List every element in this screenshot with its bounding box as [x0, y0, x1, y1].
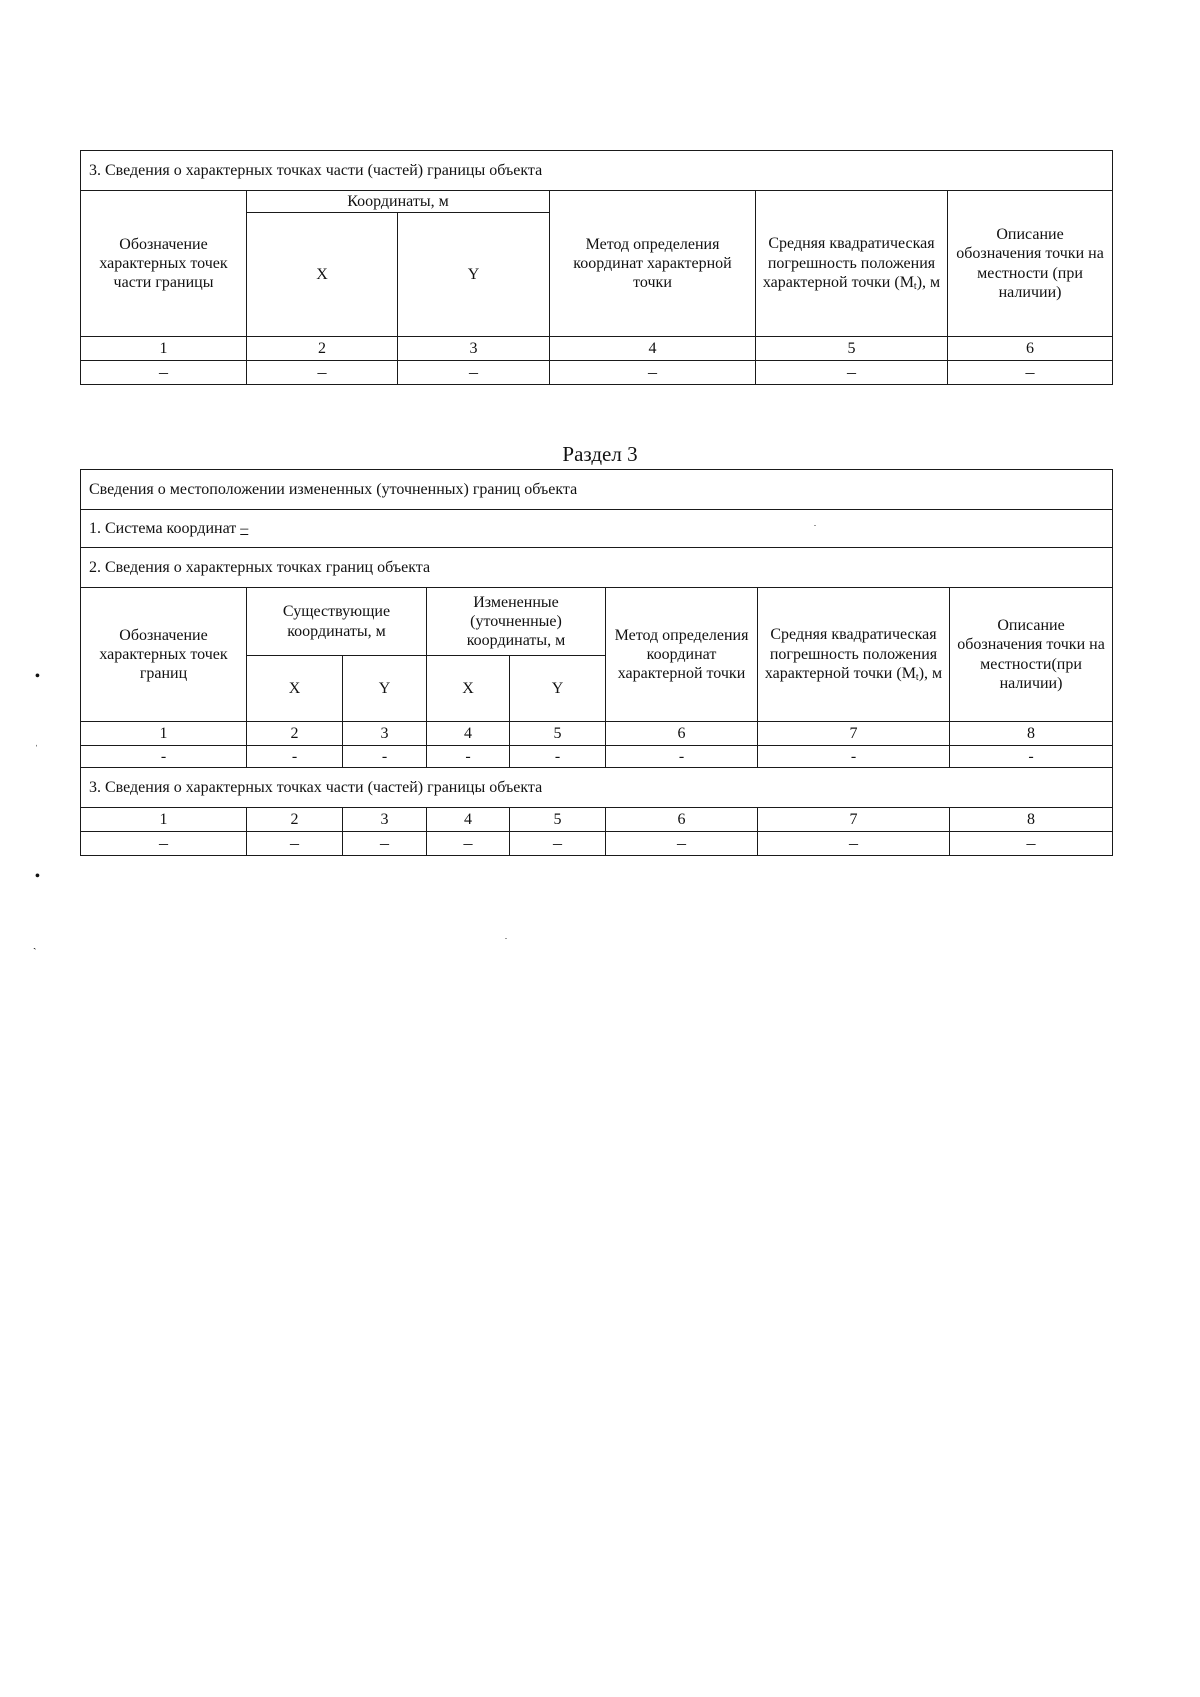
table-cell: - [606, 746, 758, 768]
header-description: Описание обозначения точки на местности(при наличии) [950, 588, 1113, 722]
header-accuracy [758, 588, 950, 722]
table-cell: – [343, 832, 427, 856]
column-number: 3 [343, 808, 427, 832]
column-number: 8 [950, 808, 1113, 832]
column-numbers-row [81, 808, 1113, 832]
column-numbers-row [81, 722, 1113, 746]
header-accuracy-text: Средняя квадратическая погрешность положения характерной точки (M [762, 235, 936, 291]
points-caption: 2. Сведения о характерных точках границ объекта [81, 548, 1113, 588]
header-coordinates-group: Координаты, м [247, 191, 550, 213]
table-cell: – [247, 832, 343, 856]
column-number: 7 [758, 722, 950, 746]
header-existing-y: Y [343, 656, 427, 722]
column-numbers-row [81, 337, 1113, 361]
table-cell: – [427, 832, 510, 856]
header-accuracy-sub: t [913, 280, 917, 292]
table-row [81, 832, 1113, 856]
table-cell: – [756, 361, 948, 385]
table-cell: – [758, 832, 950, 856]
table-caption: 3. Сведения о характерных точках части (частей) границы объекта [81, 151, 1113, 191]
table-row [81, 746, 1113, 768]
header-existing-coords: Существующие координаты, м [247, 588, 427, 656]
header-y: Y [398, 213, 550, 337]
column-number: 5 [510, 808, 606, 832]
table-cell: - [343, 746, 427, 768]
column-number: 3 [343, 722, 427, 746]
column-number: 1 [81, 722, 247, 746]
header-description: Описание обозначения точки на местности (при наличии) [948, 191, 1113, 337]
column-number: 3 [398, 337, 550, 361]
column-number: 2 [247, 722, 343, 746]
column-number: 5 [510, 722, 606, 746]
header-method: Метод определения координат характерной точки [550, 191, 756, 337]
header-changed-coords: Измененные (уточненные) координаты, м [427, 588, 606, 656]
column-number: 8 [950, 722, 1113, 746]
table-cell: – [81, 832, 247, 856]
header-accuracy-sub: t [915, 671, 919, 683]
header-changed-x: X [427, 656, 510, 722]
table-cell: - [427, 746, 510, 768]
table-cell: – [606, 832, 758, 856]
table-cell: – [247, 361, 398, 385]
coordinate-system-value: – [240, 519, 249, 537]
header-accuracy [756, 191, 948, 337]
parts-caption: 3. Сведения о характерных точках части (частей) границы объекта [81, 768, 1113, 808]
header-changed-y: Y [510, 656, 606, 722]
scan-mark: ˌ [35, 736, 39, 747]
table-cell: – [81, 361, 247, 385]
header-existing-x: X [247, 656, 343, 722]
column-number: 6 [606, 722, 758, 746]
header-x: X [247, 213, 398, 337]
scan-speck [505, 938, 507, 939]
coordinate-system-label: 1. Система координат [89, 519, 237, 537]
table-cell: - [247, 746, 343, 768]
column-number: 2 [247, 337, 398, 361]
table-cell: – [550, 361, 756, 385]
header-designation: Обозначение характерных точек части границы [81, 191, 247, 337]
scan-mark: ˎ [33, 939, 37, 950]
column-number: 6 [948, 337, 1113, 361]
table-cell: - [81, 746, 247, 768]
column-number: 1 [81, 337, 247, 361]
column-number: 1 [81, 808, 247, 832]
column-number: 2 [247, 808, 343, 832]
table-cell: – [950, 832, 1113, 856]
column-number: 4 [427, 808, 510, 832]
parts-points-table [80, 150, 1113, 385]
table-row [81, 361, 1113, 385]
header-accuracy-unit: ), м [916, 273, 941, 291]
table-cell: - [510, 746, 606, 768]
coordinate-system-row [81, 510, 1113, 548]
header-method: Метод определения координат характерной точки [606, 588, 758, 722]
header-accuracy-text: Средняя квадратическая погрешность положения характерной точки (M [764, 626, 938, 682]
scan-mark: • [35, 869, 40, 884]
table-cell: – [398, 361, 550, 385]
header-designation: Обозначение характерных точек границ [81, 588, 247, 722]
column-number: 5 [756, 337, 948, 361]
scan-mark: • [35, 669, 40, 684]
table-cell: - [950, 746, 1113, 768]
table-cell: - [758, 746, 950, 768]
header-accuracy-unit: ), м [918, 664, 943, 682]
table-cell: – [948, 361, 1113, 385]
scan-speck [814, 525, 816, 526]
column-number: 6 [606, 808, 758, 832]
section-title: Раздел 3 [562, 442, 638, 466]
table-cell: – [510, 832, 606, 856]
section3-header: Сведения о местоположении измененных (уточненных) границ объекта [81, 470, 1113, 510]
column-number: 4 [427, 722, 510, 746]
section3-table [80, 469, 1113, 856]
column-number: 7 [758, 808, 950, 832]
column-number: 4 [550, 337, 756, 361]
